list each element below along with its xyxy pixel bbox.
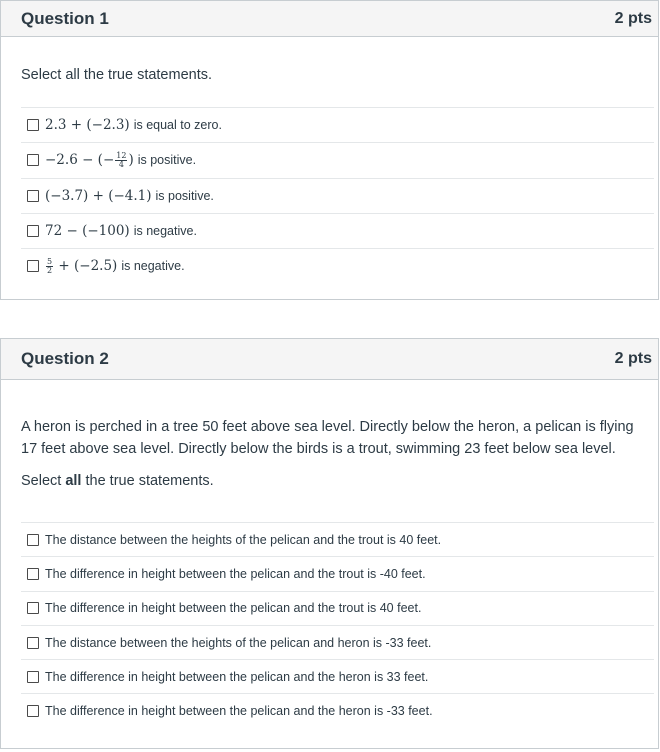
question-1-card	[0, 0, 659, 300]
fraction-denominator: 2	[47, 265, 53, 275]
answer-checkbox[interactable]	[27, 225, 39, 237]
answer-label: is positive.	[137, 153, 197, 168]
answer-label: The distance between the heights of the pelican and the trout is 40 feet.	[45, 532, 442, 547]
answer-checkbox[interactable]	[27, 568, 39, 580]
answer-checkbox[interactable]	[27, 671, 39, 683]
math-suffix: + (−2.5)	[54, 257, 118, 274]
instruction-post: the true statements.	[81, 473, 214, 489]
answer-option[interactable]	[21, 107, 654, 142]
question-2-points: 2 pts	[614, 350, 652, 367]
answer-label: The difference in height between the pelican and the trout is -40 feet.	[45, 566, 426, 581]
answer-label: The distance between the heights of the pelican and heron is -33 feet.	[45, 635, 432, 650]
question-1-points: 2 pts	[614, 9, 652, 27]
answer-checkbox[interactable]	[27, 534, 39, 546]
answer-checkbox[interactable]	[27, 705, 39, 717]
answer-label: The difference in height between the pelican and the heron is 33 feet.	[45, 669, 429, 684]
instruction-pre: Select	[21, 473, 66, 489]
answer-checkbox[interactable]	[27, 154, 39, 166]
fraction-denominator: 4	[118, 159, 124, 169]
question-1-prompt: Select all the true statements.	[21, 67, 213, 83]
fraction	[46, 258, 53, 275]
instruction-emphasis: all	[65, 473, 82, 489]
math-suffix: )	[128, 151, 134, 168]
answer-label: The difference in height between the pelican and the heron is -33 feet.	[45, 704, 433, 719]
answer-math: (−3.7) + (−4.1)	[45, 187, 152, 204]
answer-math: 72 − (−100)	[45, 223, 130, 240]
answer-option[interactable]	[21, 659, 654, 693]
answer-label: is equal to zero.	[133, 118, 222, 133]
answer-checkbox[interactable]	[27, 190, 39, 202]
question-2-card	[0, 338, 659, 749]
question-2-header	[1, 339, 658, 380]
question-2-prompt: A heron is perched in a tree 50 feet above sea level. Directly below the heron, a pelican is flying 17 feet above sea level. Directly below the birds is a trout, swimming 23 feet below sea level.	[21, 419, 634, 457]
answer-checkbox[interactable]	[27, 637, 39, 649]
answer-option[interactable]	[21, 625, 654, 659]
answer-math	[45, 152, 134, 169]
question-1-body	[1, 37, 658, 86]
fraction-numerator: 12	[116, 150, 127, 160]
question-2-title: Question 2	[21, 349, 109, 368]
answer-label: is negative.	[133, 224, 197, 239]
question-1-header	[1, 1, 658, 37]
answer-option[interactable]	[21, 178, 654, 213]
answer-option[interactable]	[21, 213, 654, 248]
answer-math: 2.3 + (−2.3)	[45, 117, 130, 134]
answer-math	[45, 258, 117, 275]
question-1-title: Question 1	[21, 8, 109, 28]
answer-label: is positive.	[155, 188, 214, 203]
answer-option[interactable]	[21, 556, 654, 590]
answer-option[interactable]	[21, 522, 654, 556]
answer-checkbox[interactable]	[27, 260, 39, 272]
question-2-instruction	[21, 460, 638, 492]
question-2-body	[1, 380, 658, 492]
answer-option[interactable]	[21, 693, 654, 727]
answer-checkbox[interactable]	[27, 119, 39, 131]
answer-checkbox[interactable]	[27, 602, 39, 614]
answer-option[interactable]	[21, 591, 654, 625]
answer-label: The difference in height between the pelican and the trout is 40 feet.	[45, 601, 422, 616]
answer-option[interactable]	[21, 248, 654, 283]
question-1-answers	[21, 107, 654, 283]
answer-option[interactable]	[21, 142, 654, 177]
answer-label: is negative.	[121, 259, 185, 274]
fraction-numerator: 5	[47, 256, 53, 266]
fraction	[115, 152, 127, 169]
question-2-answers	[21, 522, 654, 728]
math-prefix: −2.6 − (−	[45, 151, 115, 168]
